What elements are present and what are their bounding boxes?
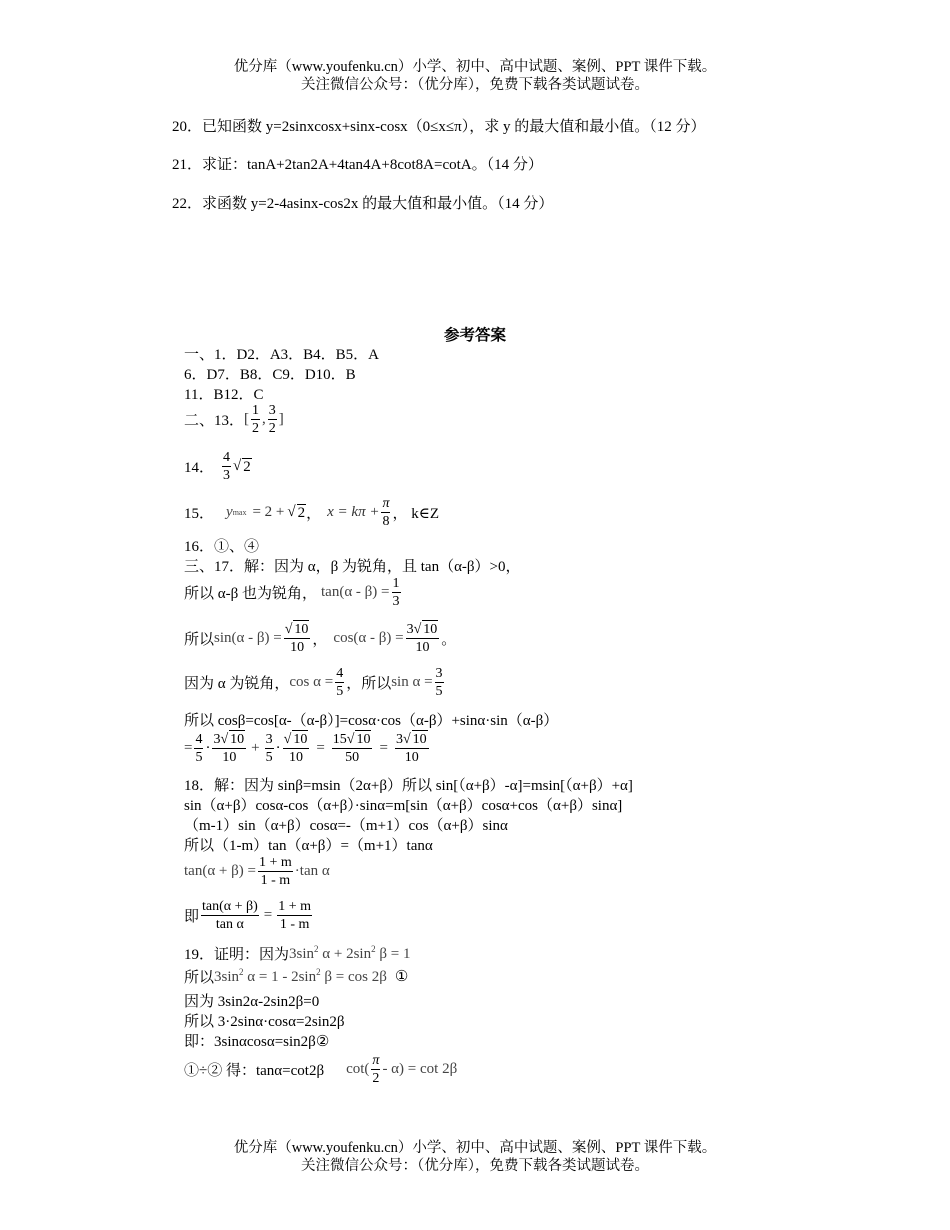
answer-18-line-1: 18．解：因为 sinβ=msin（2α+β）所以 sin[（α+β）-α]=msin[（α+β）+α] (184, 778, 633, 794)
exponent: 2 (239, 967, 244, 977)
fraction (395, 730, 429, 766)
header-line-2: 关注微信公众号：（优分库），免费下载各类试题试卷。 (301, 77, 649, 93)
tan-alpha: ·tan α (294, 863, 330, 879)
radicand: 10 (293, 732, 308, 747)
expr-part: 3sin (289, 946, 315, 962)
text: 即 (184, 909, 200, 925)
answer-15-prefix: 15． (184, 506, 215, 522)
denominator: 3 (223, 468, 231, 483)
text: 因为 α 为锐角， (184, 676, 290, 692)
answer-14 (184, 449, 252, 484)
fraction (194, 731, 203, 766)
sin-expr: sin(α - β) = (214, 629, 282, 646)
circled-marker: ① (394, 969, 409, 985)
equals: = (184, 739, 193, 756)
answer-19-line-4: 所以 3·2sinα·cosα=2sin2β (184, 1014, 345, 1030)
numerator: 4 (195, 731, 203, 747)
equals-expr: = 2 + (252, 504, 285, 520)
fraction (335, 665, 344, 700)
answer-17-line-4 (184, 665, 446, 700)
radicand: 10 (412, 732, 427, 747)
coefficient: 15 (332, 732, 347, 747)
answer-13 (184, 402, 284, 437)
sqrt-sign: √ (287, 504, 296, 520)
denominator: 2 (268, 421, 276, 436)
cos-expr: cos(α - β) = (333, 629, 404, 646)
sqrt-sign: √ (220, 732, 229, 747)
expr-part: β = 1 (375, 946, 411, 962)
fraction (392, 575, 401, 610)
numerator: 1 + m (258, 855, 292, 870)
radicand: 10 (230, 732, 245, 747)
y-var: y (226, 504, 233, 520)
text: 所以 α-β 也为锐角， (184, 586, 317, 602)
denominator: 10 (415, 640, 430, 655)
radicand: 10 (294, 622, 309, 637)
denominator: 10 (404, 750, 419, 765)
exponent: 2 (371, 944, 376, 954)
text: ，所以 (346, 676, 392, 692)
fraction (381, 495, 390, 530)
coefficient: 3 (213, 732, 221, 747)
answer-14-prefix: 14． (184, 460, 215, 476)
radicand: 2 (297, 504, 306, 521)
denominator: 5 (265, 749, 273, 765)
numerator: 3 (268, 403, 276, 418)
sqrt-sign: √ (413, 622, 422, 637)
equals: = (379, 739, 388, 756)
fraction (251, 402, 260, 437)
coefficient: 3 (406, 622, 414, 637)
cot-expr: cot( (346, 1061, 370, 1077)
numerator: 3 (265, 731, 273, 747)
denominator: 2 (372, 1071, 380, 1086)
answer-18-line-6 (184, 898, 314, 933)
page-header (0, 58, 950, 94)
denominator: 2 (252, 421, 260, 436)
answer-18-line-3: （m-1）sin（α+β）cosα=-（m+1）cos（α+β）sinα (184, 818, 508, 834)
fraction (406, 620, 440, 656)
sqrt-sign: √ (284, 622, 293, 637)
answer-19-line-1 (184, 943, 410, 964)
math-expr (214, 967, 387, 986)
numerator: tan(α + β) (202, 899, 258, 914)
denominator: 50 (345, 750, 360, 765)
sqrt-sign: √ (346, 732, 355, 747)
denominator: 8 (382, 514, 390, 529)
x-expr: x = kπ + (327, 504, 380, 520)
bracket-open: [ (244, 411, 250, 427)
expr-part: 3sin (214, 969, 240, 985)
radicand: 2 (243, 458, 251, 475)
cos-expr: cos α = (289, 674, 334, 690)
numerator: 1 + m (278, 899, 312, 914)
equals: = (316, 739, 325, 756)
separator: ， (312, 631, 328, 648)
fraction (201, 898, 259, 933)
numerator: π (372, 1053, 380, 1068)
numerator: 4 (223, 450, 231, 465)
denominator: 3 (392, 594, 400, 609)
sqrt-sign: √ (402, 732, 411, 747)
denominator: 5 (336, 684, 344, 699)
equals: = (263, 907, 273, 923)
text: 所以 (184, 970, 215, 986)
answer-16: 16．①、④ (184, 539, 260, 555)
fraction (268, 402, 277, 437)
sqrt-sign: √ (283, 732, 292, 747)
answer-19-line-3: 因为 3sin2α-2sin2β=0 (184, 994, 320, 1010)
answer-17-line-6 (184, 730, 431, 766)
exponent: 2 (316, 967, 321, 977)
fraction (258, 854, 293, 889)
cot-expr-rest: - α) = cot 2β (382, 1061, 458, 1077)
answer-1-5: 一、1．D2．A3．B4．B5．A (184, 347, 380, 363)
comma: , (262, 411, 266, 427)
text: 19．证明：因为 (184, 947, 290, 963)
text: 所以 (184, 631, 215, 648)
question-20: 20．已知函数 y=2sinxcosx+sinx-cosx（0≤x≤π），求 y 的最大值和最小值。（12 分） (172, 119, 706, 135)
sqrt-sign: √ (233, 458, 242, 474)
answer-18-line-2: sin（α+β）cosα-cos（α+β）·sinα=m[sin（α+β）cosα+cos（α+β）sinα] (184, 798, 623, 814)
page-footer (0, 1139, 950, 1175)
answer-15 (184, 495, 439, 530)
fraction (283, 730, 310, 766)
question-21: 21．求证：tanA+2tan2A+4tan4A+8cot8A=cotA。（14 分） (172, 157, 543, 173)
exponent: 2 (314, 944, 319, 954)
answers-title: 参考答案 (443, 327, 506, 344)
numerator: 1 (392, 576, 400, 591)
dot: · (275, 739, 281, 756)
dot: · (205, 739, 211, 756)
answer-17-line-5: 所以 cosβ=cos[α-（α-β）]=cosα·cos（α-β）+sinα·sin（α-β） (184, 713, 559, 729)
footer-line-2: 关注微信公众号：（优分库），免费下载各类试题试卷。 (301, 1158, 649, 1174)
fraction (222, 449, 231, 484)
denominator: 1 - m (279, 917, 310, 932)
numerator: 4 (336, 666, 344, 681)
text: ①÷② 得：tanα=cot2β (184, 1063, 325, 1079)
denominator: 1 - m (260, 873, 291, 888)
expr-part: β = cos 2β (320, 969, 387, 985)
separator: ， (306, 506, 322, 522)
denominator: 10 (288, 750, 303, 765)
answer-19-line-6 (184, 1052, 457, 1087)
answer-11-12: 11．B12．C (184, 387, 264, 403)
fraction (284, 620, 311, 656)
fraction (332, 730, 373, 766)
plus: + (251, 739, 260, 756)
denominator: 10 (222, 750, 237, 765)
answer-18-line-5 (184, 854, 330, 889)
numerator: 1 (252, 403, 260, 418)
tan-expr: tan(α + β) = (184, 863, 256, 879)
denominator: 5 (195, 749, 203, 765)
numerator: 3 (435, 666, 443, 681)
numerator: π (382, 496, 390, 511)
question-22: 22．求函数 y=2-4asinx-cos2x 的最大值和最小值。（14 分） (172, 196, 554, 212)
math-expr (289, 944, 410, 963)
answer-19-line-2 (184, 966, 408, 987)
fraction (371, 1052, 380, 1087)
answer-17-line-2 (184, 575, 403, 610)
radicand: 10 (423, 622, 438, 637)
header-line-1: 优分库（www.youfenku.cn）小学、初中、高中试题、案例、PPT 课件下载。 (233, 59, 717, 75)
answer-19-line-5: 即：3sinαcosα=sin2β② (184, 1034, 330, 1050)
coefficient: 3 (395, 732, 403, 747)
answer-18-line-4: 所以（1-m）tan（α+β）=（m+1）tanα (184, 838, 433, 854)
expr-part: α + 2sin (318, 946, 372, 962)
radicand: 10 (356, 732, 371, 747)
max-subscript: max (232, 508, 247, 517)
fraction (435, 665, 444, 700)
answer-17-line-1: 三、17．解：因为 α，β 为锐角，且 tan（α-β）>0， (184, 559, 521, 575)
answer-17-line-3 (184, 620, 456, 656)
fraction (277, 898, 312, 933)
answer-6-10: 6．D7．B8．C9．D10．B (184, 367, 356, 383)
denominator: 5 (435, 684, 443, 699)
bracket-close: ] (278, 411, 284, 427)
expr-part: α = 1 - 2sin (243, 969, 317, 985)
fraction (212, 730, 246, 766)
denominator: 10 (290, 640, 305, 655)
suffix: ， k∈Z (392, 506, 440, 522)
answer-13-prefix: 二、13． (184, 413, 245, 429)
sin-expr: sin α = (391, 674, 433, 690)
fraction (265, 731, 274, 766)
denominator: tan α (215, 917, 244, 932)
period: 。 (441, 631, 457, 648)
footer-line-1: 优分库（www.youfenku.cn）小学、初中、高中试题、案例、PPT 课件下载。 (233, 1140, 717, 1156)
tan-expr: tan(α - β) = (321, 584, 390, 600)
